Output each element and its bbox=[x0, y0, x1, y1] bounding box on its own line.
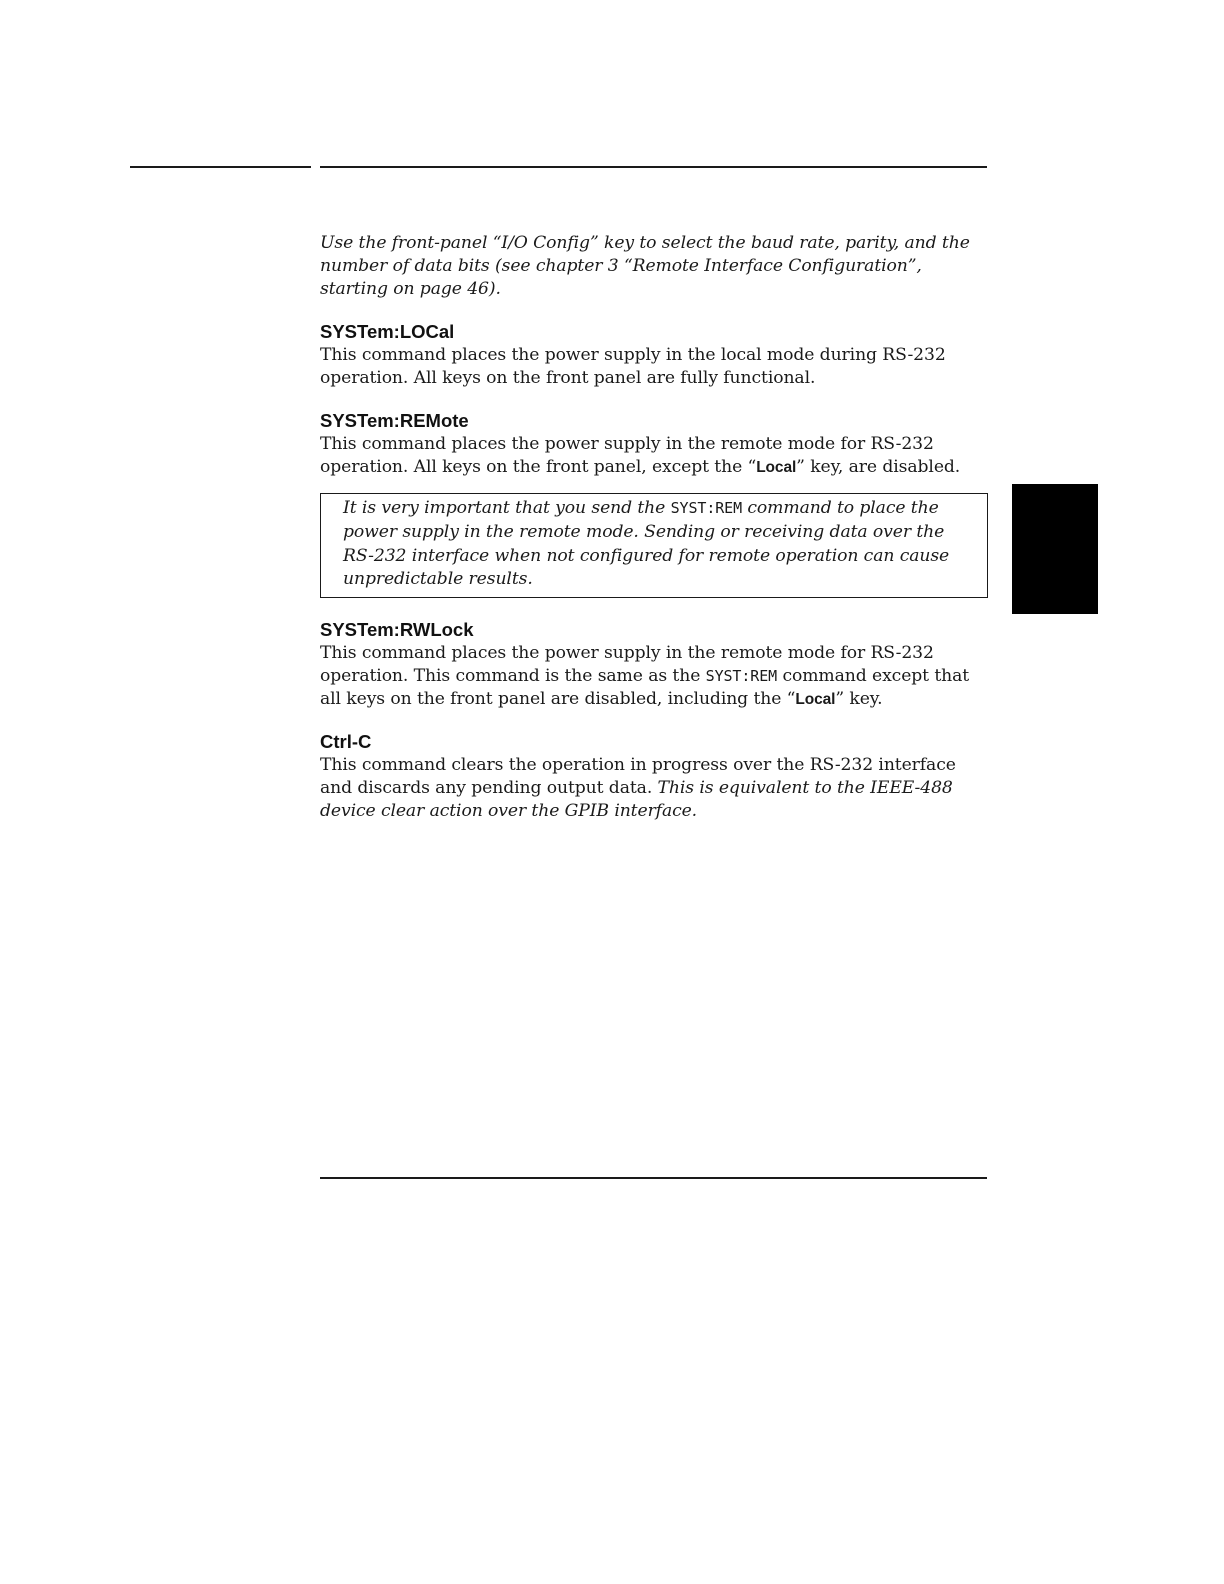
header-rule-left bbox=[130, 166, 311, 168]
local-key-label: Local bbox=[795, 691, 836, 709]
important-note-box bbox=[320, 493, 988, 598]
heading-system-local: SYSTem:LOCal bbox=[320, 321, 455, 342]
ctrl-c-equivalence-note: This is equivalent to the IEEE-488 device clear action over the GPIB interface. bbox=[320, 778, 953, 822]
syst-rem-code: SYST:REM bbox=[705, 667, 778, 686]
heading-ctrl-c: Ctrl-C bbox=[320, 731, 372, 753]
syst-rem-code: SYST:REM bbox=[670, 499, 743, 517]
local-description: This command places the power supply in the local mode during RS-232 operation. All keys on the front panel are fully functional. bbox=[320, 345, 946, 388]
heading-system-remote: SYSTem:REMote bbox=[320, 410, 469, 431]
chapter-tab-marker bbox=[1012, 484, 1098, 614]
page-content bbox=[320, 232, 988, 823]
important-note-text: It is very important that you send the SYST:REM command to place the power supply in the remote mode. Sending or receiving data over the RS-232 interface when not configured for remote operation can cause unpredictable results. bbox=[343, 498, 950, 590]
ctrl-c-description: This command clears the operation in progress over the RS-232 interface and discards any pending output data. This is equivalent to the IEEE-488 device clear action over the GPIB interface. bbox=[320, 755, 956, 822]
local-key-label: Local bbox=[756, 459, 797, 476]
header-rule bbox=[320, 166, 987, 168]
intro-paragraph: Use the front-panel “I/O Config” key to select the baud rate, parity, and the number of data bits (see chapter 3 “Remote Interface Configuration”, starting on page 46). bbox=[320, 233, 970, 299]
footer-rule bbox=[320, 1177, 987, 1179]
remote-description: This command places the power supply in the remote mode for RS-232 operation. All keys on the front panel, except the “Local” key, are disabled. bbox=[320, 434, 961, 477]
heading-system-rwlock: SYSTem:RWLock bbox=[320, 619, 474, 641]
rwlock-description: This command places the power supply in the remote mode for RS-232 operation. This command is the same as the SYST:REM command except that all keys on the front panel are disabled, including the “Local” key. bbox=[320, 643, 970, 710]
